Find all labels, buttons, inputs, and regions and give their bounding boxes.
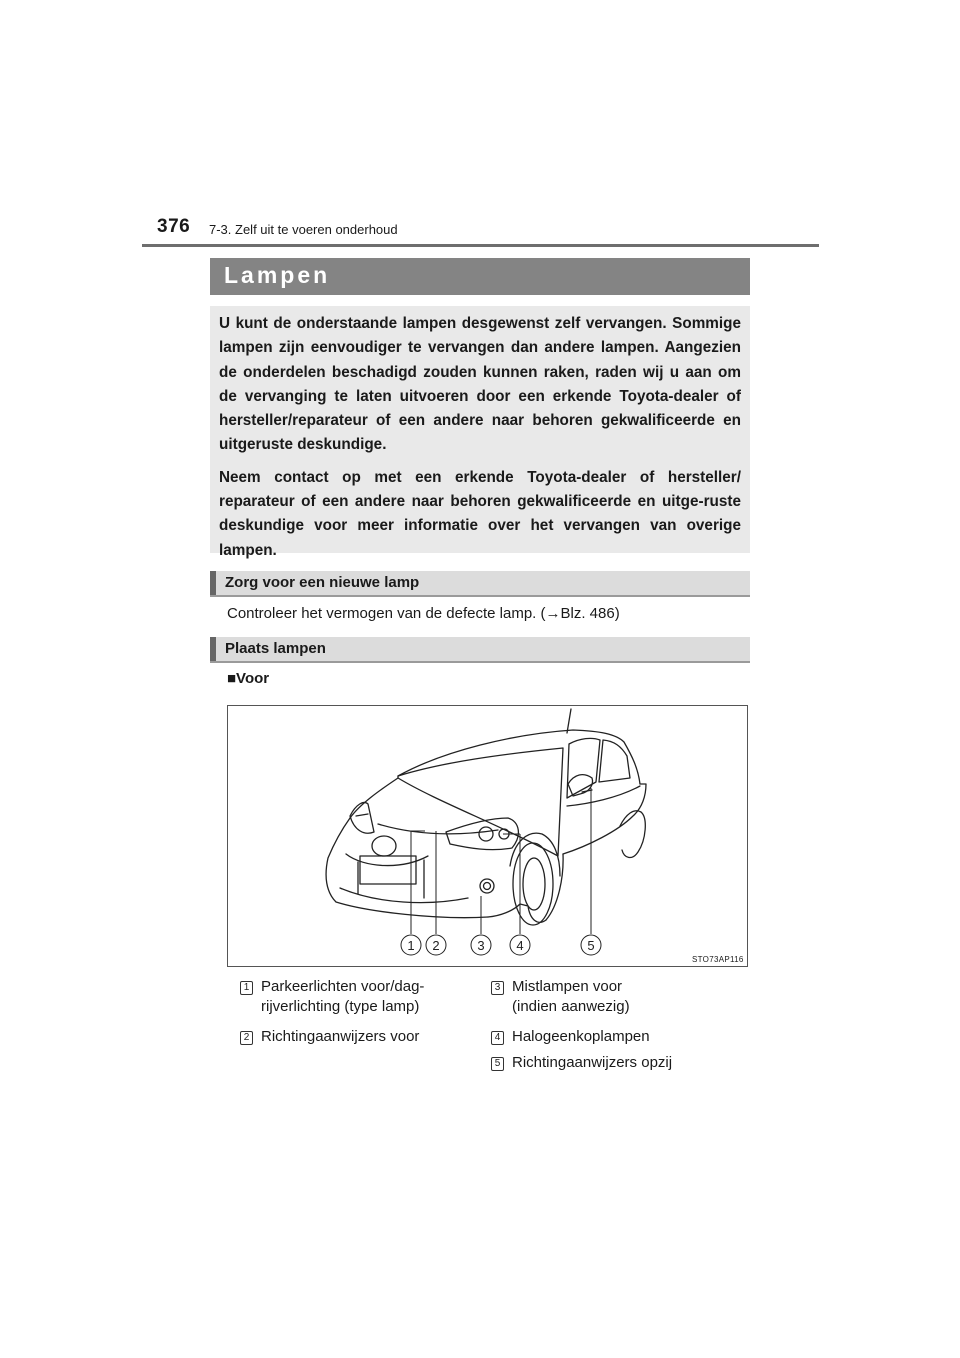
legend-text: Richtingaanwijzers voor xyxy=(261,1028,420,1045)
header-rule xyxy=(142,244,819,247)
page-number: 376 xyxy=(157,216,191,237)
callout-2: 2 xyxy=(432,938,440,953)
heading-new-lamp-text: Zorg voor een nieuwe lamp xyxy=(225,574,420,591)
intro-box xyxy=(210,306,750,559)
legend-number-4: 4 xyxy=(491,1031,504,1045)
title-bar xyxy=(210,258,750,295)
legend-number-1: 1 xyxy=(240,981,253,995)
legend-item-3 xyxy=(512,977,630,1017)
section-path: 7-3. Zelf uit te voeren onderhoud xyxy=(209,222,398,237)
legend-text: Richtingaanwijzers opzij xyxy=(512,1054,673,1071)
legend-item-5 xyxy=(512,1053,672,1073)
page-title: Lampen xyxy=(224,262,331,288)
legend-text: rijverlichting (type lamp) xyxy=(261,998,420,1015)
legend-text: Mistlampen voor xyxy=(512,978,623,995)
callout-3: 3 xyxy=(477,938,485,953)
heading-lamp-locations xyxy=(210,637,750,663)
legend-item-2 xyxy=(261,1027,419,1047)
legend-number-5: 5 xyxy=(491,1057,504,1071)
heading-marker xyxy=(210,571,216,595)
heading-marker xyxy=(210,637,216,661)
legend-text: (indien aanwezig) xyxy=(512,998,630,1015)
legend-item-1 xyxy=(261,977,424,1017)
legend-item-4 xyxy=(512,1027,650,1047)
car-drawing xyxy=(228,706,749,968)
callout-4: 4 xyxy=(516,938,524,953)
callout-1: 1 xyxy=(407,938,415,953)
legend-text: Parkeerlichten voor/dag- xyxy=(261,978,425,995)
legend-number-2: 2 xyxy=(240,1031,253,1045)
front-subheading: ■Voor xyxy=(227,670,270,687)
intro-paragraph-1: U kunt de onderstaande lampen desgewenst zelf vervangen. Sommige lampen zijn eenvoudiger te vervangen dan andere lampen. Aangezien de onderdelen beschadigd zouden kunnen raken, raden wij u aan om de vervanging te laten uitvoeren door een erkende Toyota-dealer of hersteller/reparateur of een andere naar behoren gekwalificeerde en uitgeruste deskundige. xyxy=(219,315,741,454)
car-front-illustration xyxy=(227,705,748,967)
intro-paragraph-2: Neem contact op met een erkende Toyota-dealer of hersteller/ reparateur of een andere naar behoren gekwalificeerde en uitge-ruste deskundige voor meer informatie over het vervangen van overige lampen. xyxy=(219,468,741,559)
new-lamp-text: Controleer het vermogen van de defecte lamp. (→Blz. 486) xyxy=(227,605,620,622)
figure-code: STO73AP116 xyxy=(692,955,744,964)
callout-5: 5 xyxy=(587,938,595,953)
legend-number-3: 3 xyxy=(491,981,504,995)
heading-new-lamp xyxy=(210,571,750,597)
legend-text: Halogeenkoplampen xyxy=(512,1028,650,1045)
heading-lamp-locations-text: Plaats lampen xyxy=(225,640,326,657)
